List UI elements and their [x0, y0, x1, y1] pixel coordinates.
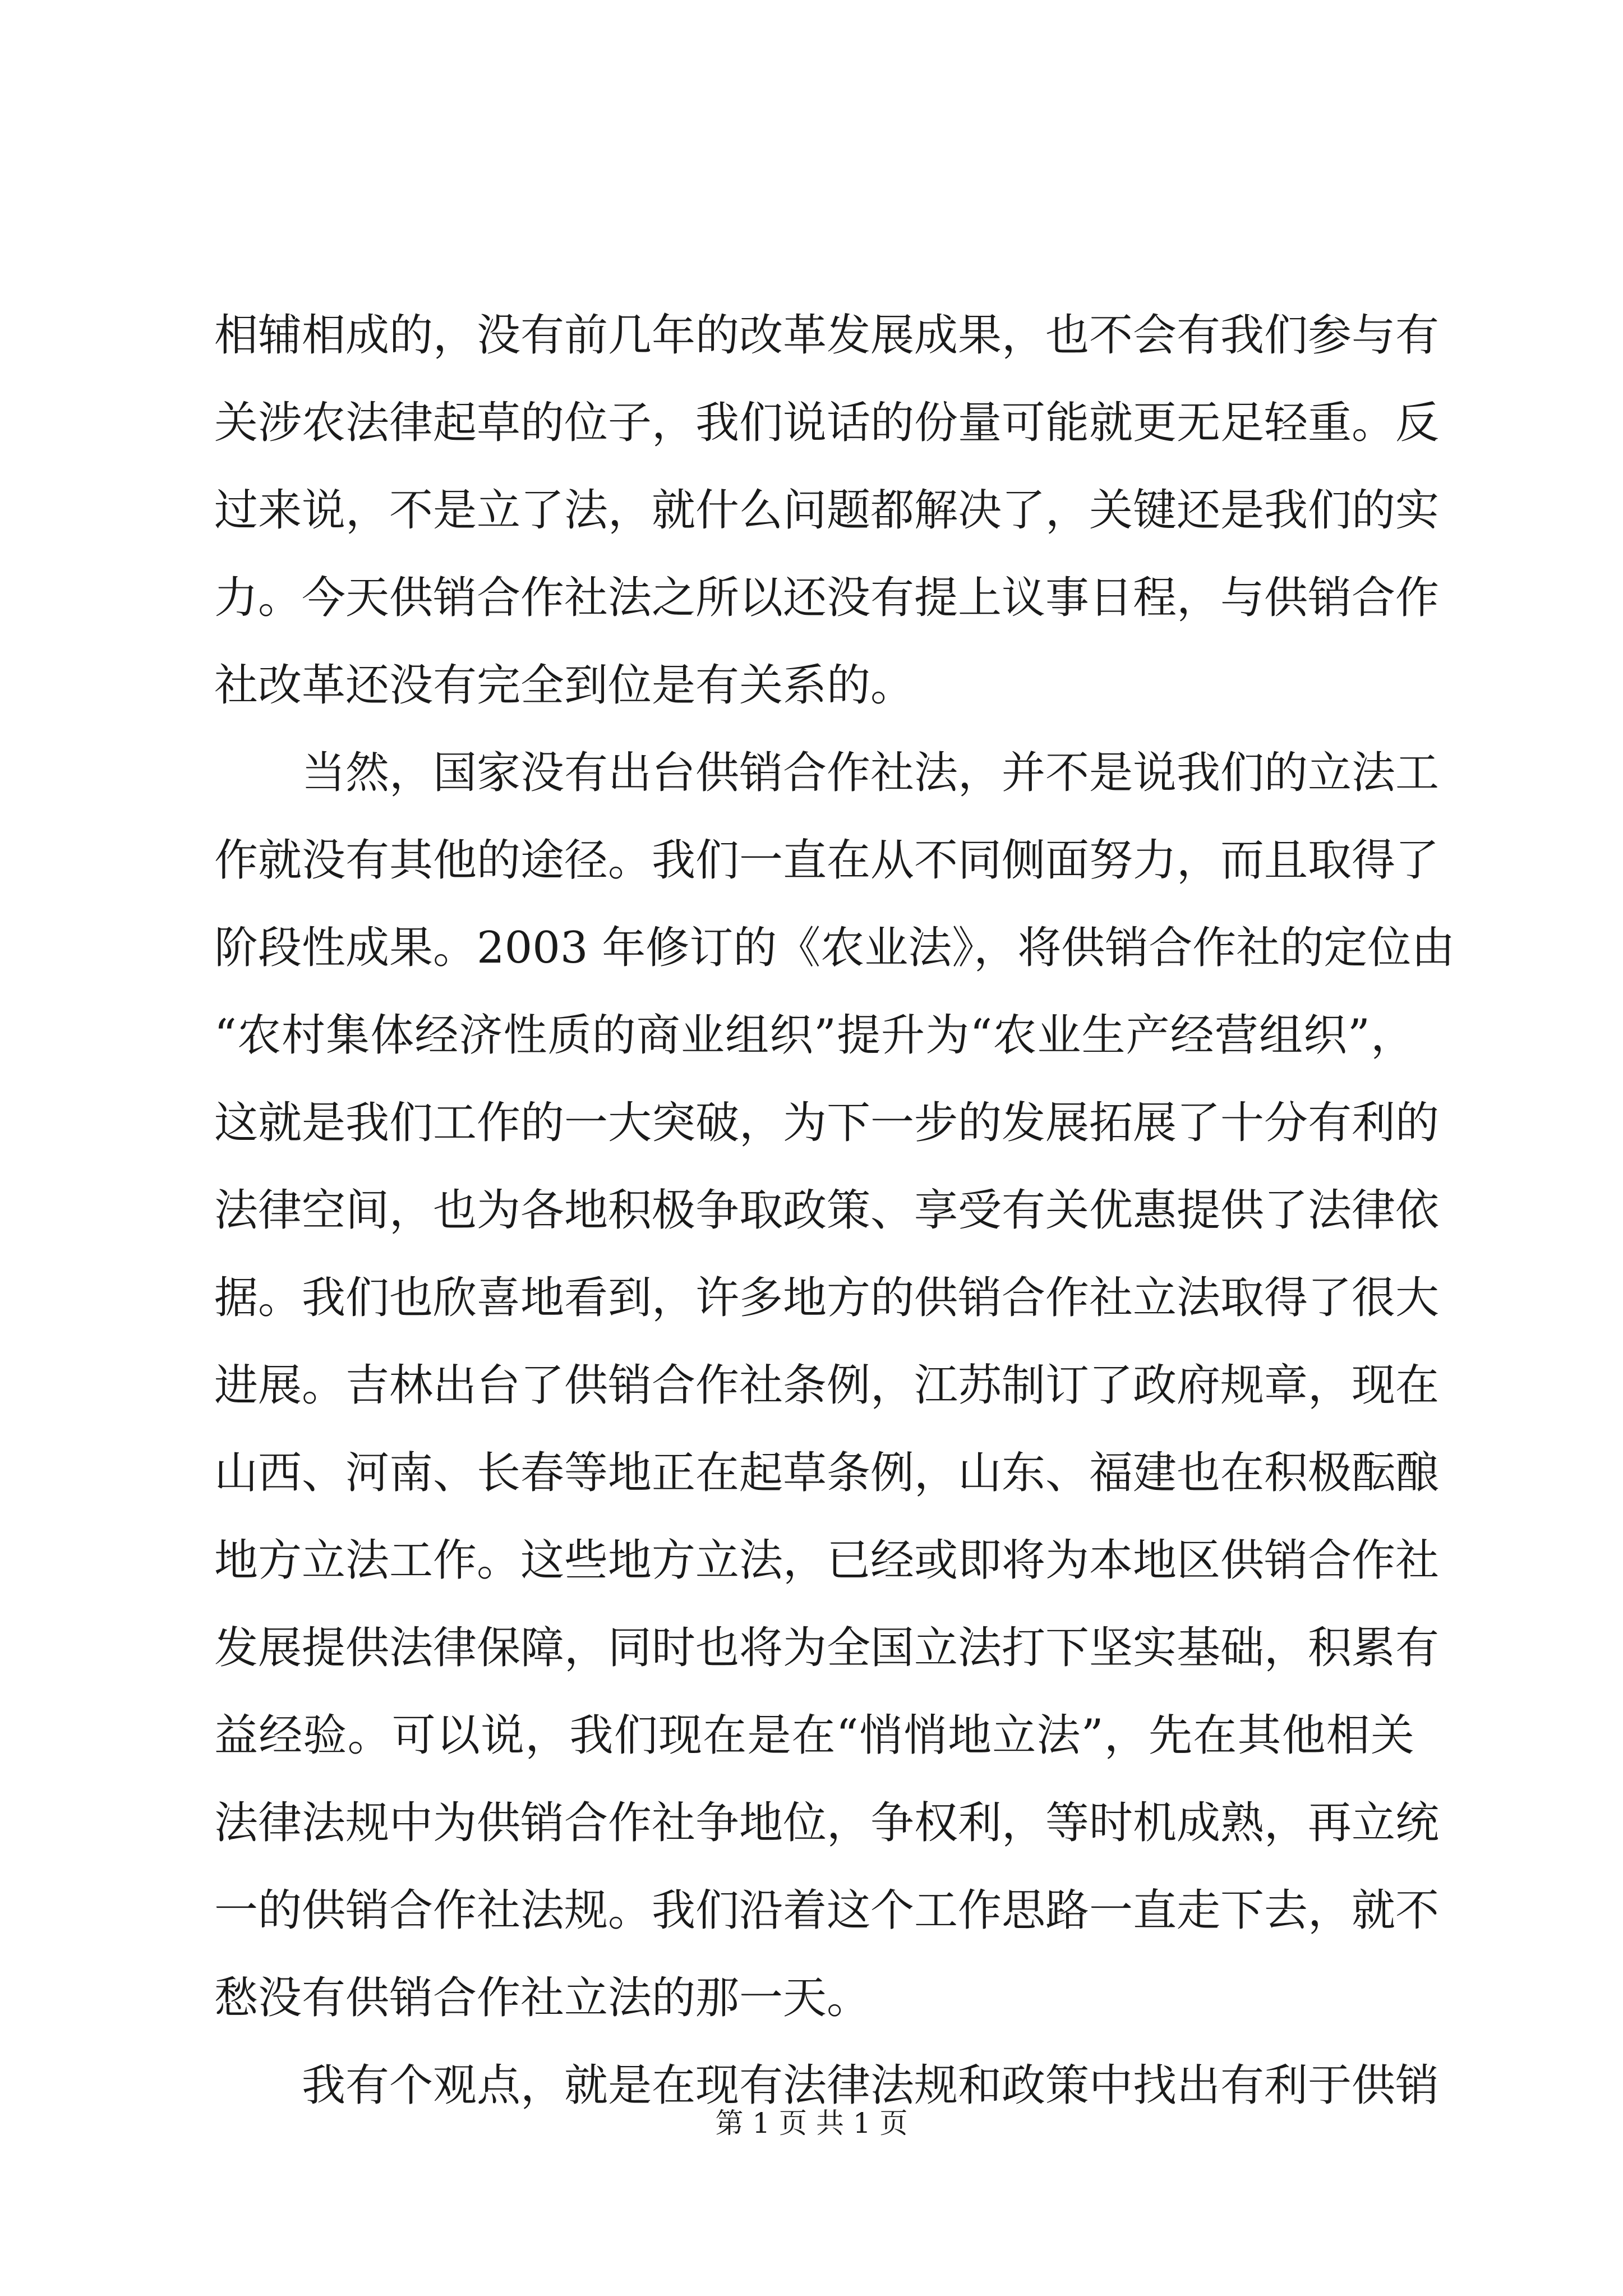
text-line: 我有个观点，就是在现有法律法规和政策中找出有利于供销 [214, 2060, 1440, 2111]
text-line: 相辅相成的，没有前几年的改革发展成果，也不会有我们参与有 [214, 310, 1440, 361]
text-line: 社改革还没有完全到位是有关系的。 [214, 660, 915, 711]
text-line: 阶段性成果。2003 年修订的《农业法》，将供销合作社的定位由 [214, 923, 1455, 973]
text-line: 益经验。可以说，我们现在是在“悄悄地立法”，先在其他相关 [214, 1710, 1414, 1761]
text-line: 愁没有供销合作社立法的那一天。 [214, 1973, 871, 2023]
text-line: 当然，国家没有出台供销合作社法，并不是说我们的立法工 [214, 748, 1440, 798]
text-line: 法律空间，也为各地积极争取政策、享受有关优惠提供了法律依 [214, 1185, 1440, 1236]
text-line: 关涉农法律起草的位子，我们说话的份量可能就更无足轻重。反 [214, 398, 1440, 448]
text-line: 法律法规中为供销合作社争地位，争权利，等时机成熟，再立统 [214, 1798, 1440, 1848]
page-footer: 第 1 页 共 1 页 [715, 2107, 908, 2139]
text-line: 发展提供法律保障，同时也将为全国立法打下坚实基础，积累有 [214, 1623, 1440, 1673]
text-line: 地方立法工作。这些地方立法，已经或即将为本地区供销合作社 [214, 1535, 1440, 1586]
text-line: 进展。吉林出台了供销合作社条例，江苏制订了政府规章，现在 [214, 1360, 1440, 1411]
text-line: 过来说，不是立了法，就什么问题都解决了，关键还是我们的实 [214, 485, 1440, 536]
body-text [214, 292, 1455, 2129]
text-line: 这就是我们工作的一大突破，为下一步的发展拓展了十分有利的 [214, 1098, 1440, 1148]
text-line: 据。我们也欣喜地看到，许多地方的供销合作社立法取得了很大 [214, 1273, 1440, 1323]
text-line: 力。今天供销合作社法之所以还没有提上议事日程，与供销合作 [214, 573, 1440, 623]
text-line: “农村集体经济性质的商业组织”提升为“农业生产经营组织”， [214, 1010, 1414, 1061]
text-line: 作就没有其他的途径。我们一直在从不同侧面努力，而且取得了 [214, 835, 1440, 886]
text-line: 山西、河南、长春等地正在起草条例，山东、福建也在积极酝酿 [214, 1448, 1440, 1498]
text-line: 一的供销合作社法规。我们沿着这个工作思路一直走下去，就不 [214, 1885, 1440, 1936]
